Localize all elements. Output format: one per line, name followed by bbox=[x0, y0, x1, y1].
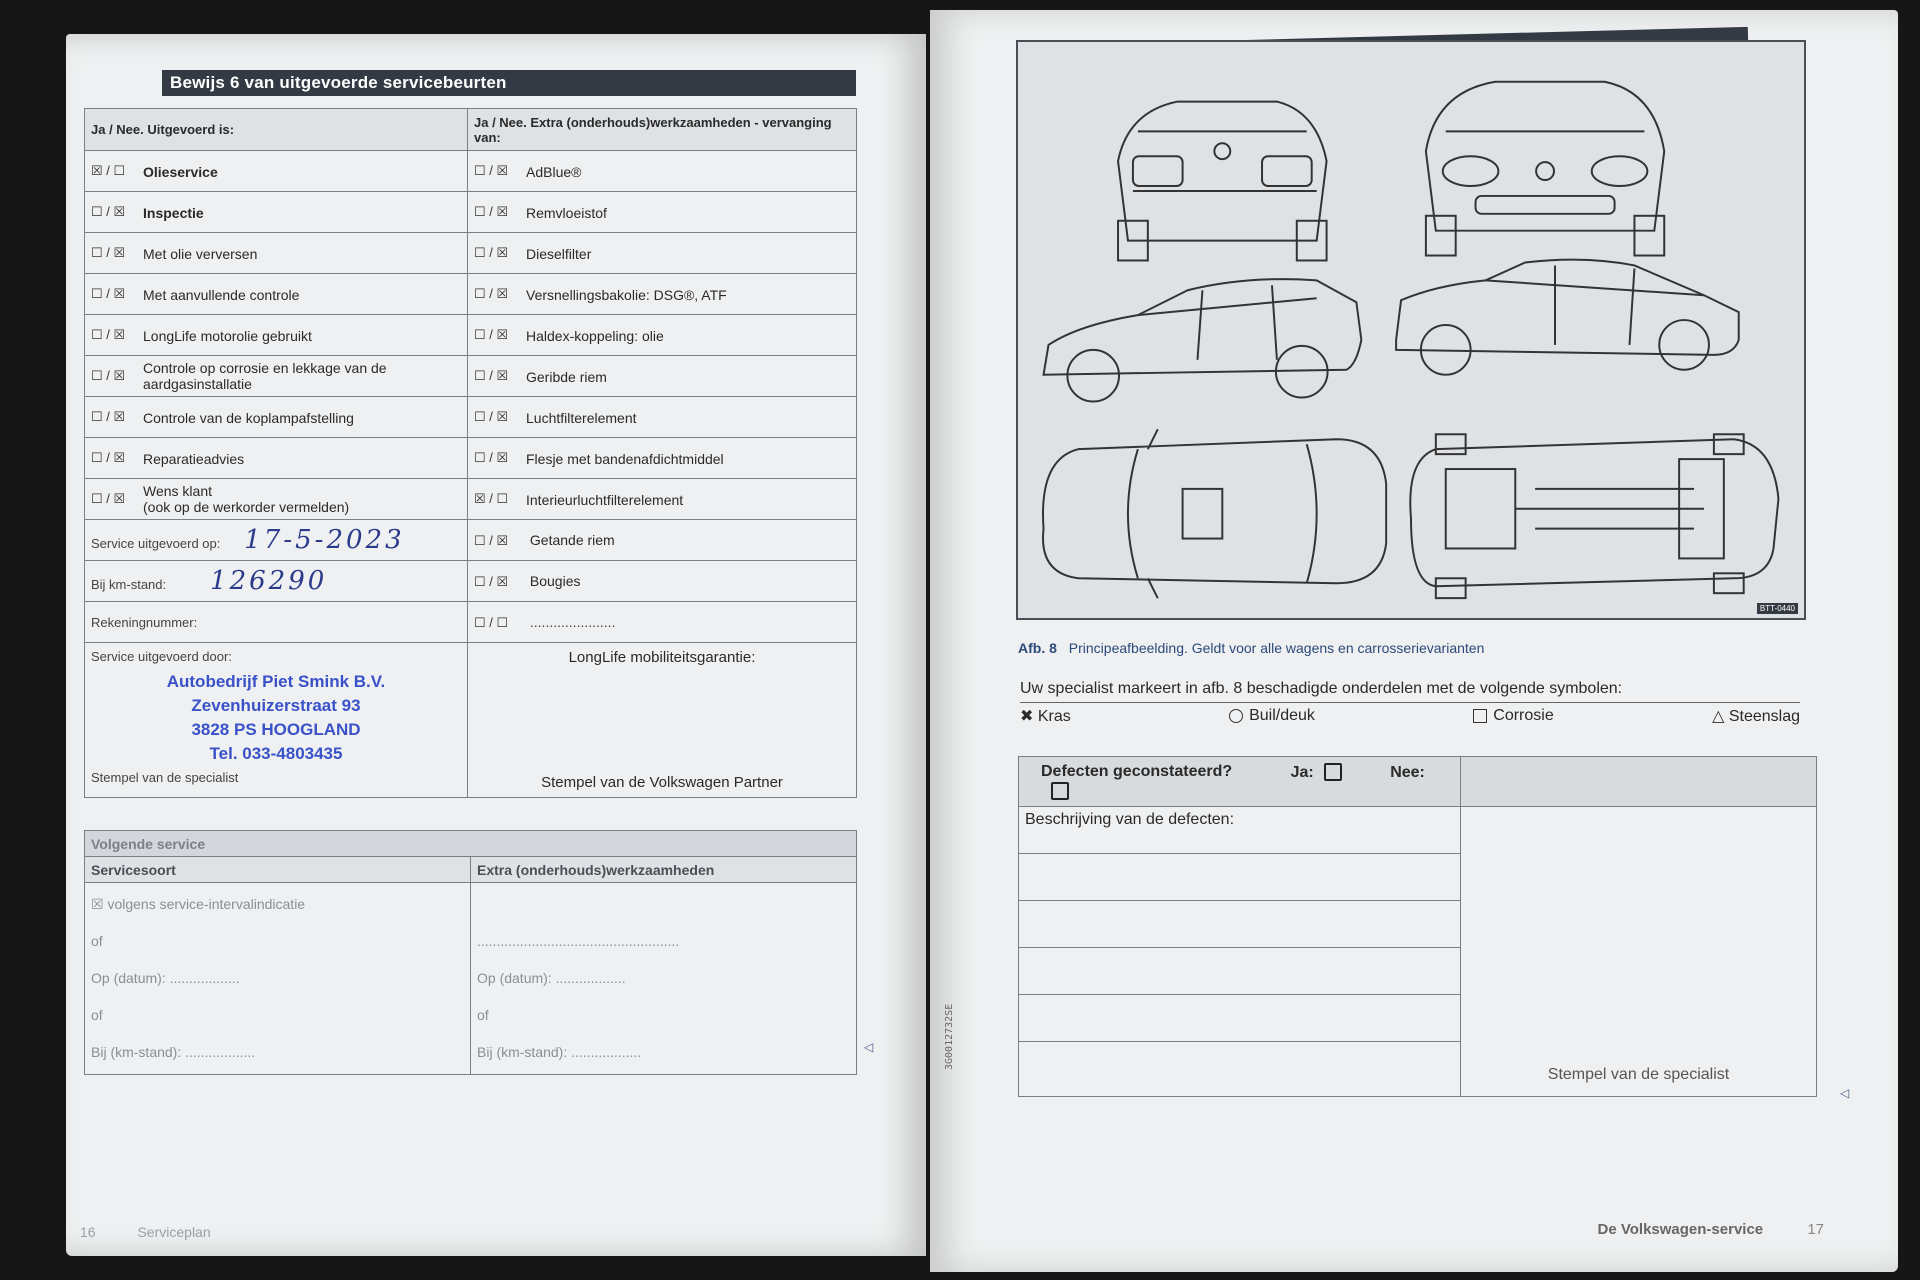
km-value: 126290 bbox=[210, 566, 328, 596]
item-label: Luchtfilterelement bbox=[526, 409, 637, 426]
item-label: Remvloeistof bbox=[526, 204, 607, 221]
yes-no-checkbox[interactable]: ☐ / ☒ bbox=[91, 367, 126, 383]
rekening-cell[interactable] bbox=[85, 602, 468, 643]
stamp-specialist-right: Stempel van de specialist bbox=[1547, 1066, 1730, 1083]
next-service-title: Volgende service bbox=[85, 831, 857, 857]
defects-label: Defecten geconstateerd? bbox=[1041, 763, 1233, 781]
symbol-buil bbox=[1229, 706, 1315, 726]
specialist-stamp-cell[interactable] bbox=[1461, 807, 1817, 1097]
yes-no-checkbox[interactable]: ☐ / ☒ bbox=[474, 204, 509, 220]
next-km-left[interactable]: Bij (km-stand): .................. bbox=[91, 1044, 256, 1060]
next-right-cell[interactable] bbox=[471, 883, 857, 1075]
mobility-cell bbox=[468, 643, 857, 798]
left-page-number: 16 bbox=[80, 1224, 96, 1240]
left-page-title: Bewijs 6 van uitgevoerde servicebeurten bbox=[162, 70, 856, 96]
description-line[interactable] bbox=[1019, 901, 1461, 948]
getande-riem-cell[interactable] bbox=[468, 520, 857, 561]
yes-no-checkbox[interactable]: ☐ / ☒ bbox=[474, 163, 509, 179]
next-extra-dots[interactable]: .................................................... bbox=[477, 933, 680, 949]
item-label: Wens klant (ook op de werkorder vermelden) bbox=[143, 483, 350, 515]
caption-label: Afb. 8 bbox=[1018, 640, 1057, 656]
service-row bbox=[85, 438, 857, 479]
of-label: of bbox=[91, 933, 103, 949]
done-by-cell bbox=[85, 643, 468, 798]
yes-no-checkbox[interactable]: ☐ / ☒ bbox=[474, 286, 509, 302]
item-label: Controle van de koplampafstelling bbox=[143, 409, 354, 426]
service-row bbox=[85, 192, 857, 233]
symbol-corrosie bbox=[1473, 706, 1553, 726]
ja-label: Ja: bbox=[1290, 763, 1314, 781]
yes-no-checkbox[interactable]: ☐ / ☒ bbox=[91, 409, 126, 425]
extra-item-cell[interactable] bbox=[468, 356, 857, 397]
nee-checkbox[interactable] bbox=[1051, 782, 1069, 800]
defects-header-spacer bbox=[1461, 757, 1817, 807]
rekening-label: Rekeningnummer: bbox=[91, 615, 198, 630]
rekening-dots: ...................... bbox=[529, 613, 616, 630]
vertical-code: 3G0012732SE bbox=[944, 1003, 955, 1070]
service-date-cell[interactable] bbox=[85, 520, 468, 561]
getande-label: Getande riem bbox=[529, 531, 615, 548]
defects-table bbox=[1018, 756, 1817, 1097]
dealer-stamp bbox=[91, 670, 461, 766]
continue-arrow-icon: ◁ bbox=[864, 1040, 874, 1054]
extra-item-cell[interactable] bbox=[468, 151, 857, 192]
performed-item-cell[interactable] bbox=[85, 151, 468, 192]
of-label: of bbox=[91, 1007, 103, 1023]
item-label: Versnellingsbakolie: DSG®, ATF bbox=[526, 286, 727, 303]
symbol-steenslag: △ Steenslag bbox=[1712, 708, 1800, 725]
rekening-extra-cell[interactable] bbox=[468, 602, 857, 643]
item-label: AdBlue® bbox=[526, 163, 582, 180]
service-row bbox=[85, 356, 857, 397]
description-line[interactable] bbox=[1019, 1042, 1461, 1097]
col-header-performed: Ja / Nee. Uitgevoerd is: bbox=[85, 109, 468, 151]
item-label: Controle op corrosie en lekkage van de aardgasinstallatie bbox=[143, 360, 387, 392]
extra-item-cell[interactable] bbox=[468, 233, 857, 274]
item-label: Met aanvullende controle bbox=[143, 286, 300, 303]
extra-item-cell[interactable] bbox=[468, 438, 857, 479]
car-rear-view bbox=[1118, 102, 1327, 261]
done-by-label: Service uitgevoerd door: bbox=[91, 649, 232, 664]
figure-code: BTT-0440 bbox=[1757, 603, 1798, 614]
yes-no-checkbox[interactable]: ☒ / ☐ bbox=[91, 163, 126, 179]
item-label: Geribde riem bbox=[526, 368, 607, 385]
yes-no-checkbox[interactable]: ☐ / ☒ bbox=[91, 490, 126, 506]
figure-caption bbox=[1018, 640, 1484, 656]
performed-item-cell[interactable] bbox=[85, 438, 468, 479]
col-header-extra: Ja / Nee. Extra (onderhouds)werkzaamheden - vervanging van: bbox=[468, 109, 857, 151]
stamp-line: Zevenhuizerstraat 93 bbox=[191, 696, 361, 715]
extra-item-cell[interactable] bbox=[468, 274, 857, 315]
car-views-illustration[interactable] bbox=[1018, 42, 1804, 618]
next-date-right[interactable]: Op (datum): .................. bbox=[477, 970, 626, 986]
bougies-mark[interactable]: ☐ / ☒ bbox=[474, 573, 509, 589]
symbol-instruction: Uw specialist markeert in afb. 8 beschadigde onderdelen met de volgende symbolen: bbox=[1020, 680, 1800, 703]
nee-label: Nee: bbox=[1390, 763, 1425, 781]
car-underbody-view bbox=[1410, 434, 1778, 598]
next-left-cell[interactable] bbox=[85, 883, 471, 1075]
ja-checkbox[interactable] bbox=[1324, 763, 1342, 781]
description-label: Beschrijving van de defecten: bbox=[1019, 807, 1461, 854]
car-side-view-right bbox=[1396, 260, 1739, 375]
stamp-vw-label: Stempel van de Volkswagen Partner bbox=[541, 774, 783, 791]
circle-icon bbox=[1229, 709, 1243, 723]
square-icon bbox=[1473, 709, 1487, 723]
interval-option[interactable]: ☒ volgens service-intervalindicatie bbox=[91, 896, 306, 912]
service-table bbox=[84, 108, 857, 798]
performed-item-cell[interactable] bbox=[85, 274, 468, 315]
extra-item-cell[interactable] bbox=[468, 192, 857, 233]
yes-no-checkbox[interactable]: ☐ / ☒ bbox=[474, 450, 509, 466]
service-row bbox=[85, 315, 857, 356]
item-label: Met olie verversen bbox=[143, 245, 258, 262]
defects-header bbox=[1019, 757, 1461, 807]
continue-arrow-icon: ◁ bbox=[1840, 1086, 1850, 1100]
next-km-right[interactable]: Bij (km-stand): .................. bbox=[477, 1044, 642, 1060]
description-line[interactable] bbox=[1019, 995, 1461, 1042]
service-row bbox=[85, 479, 857, 520]
extra-item-cell[interactable] bbox=[468, 479, 857, 520]
right-page-number: 17 bbox=[1807, 1221, 1824, 1238]
item-label: Haldex-koppeling: olie bbox=[526, 327, 664, 344]
symbol-legend bbox=[1020, 706, 1800, 726]
yes-no-checkbox[interactable]: ☐ / ☒ bbox=[91, 204, 126, 220]
item-label: Olieservice bbox=[143, 163, 218, 180]
stamp-line: Autobedrijf Piet Smink B.V. bbox=[166, 672, 386, 691]
mobility-label: LongLife mobiliteitsgarantie: bbox=[568, 649, 756, 666]
getande-mark[interactable]: ☐ / ☒ bbox=[474, 532, 509, 548]
yes-no-checkbox[interactable]: ☐ / ☒ bbox=[91, 450, 126, 466]
item-label: Reparatieadvies bbox=[143, 450, 245, 467]
rekening-mark[interactable]: ☐ / ☐ bbox=[474, 614, 509, 630]
service-row bbox=[85, 233, 857, 274]
extra-item-cell[interactable] bbox=[468, 397, 857, 438]
yes-no-checkbox[interactable]: ☐ / ☒ bbox=[474, 368, 509, 384]
caption-text: Principeafbeelding. Geldt voor alle wagens en carrosserievarianten bbox=[1068, 640, 1485, 656]
description-line[interactable] bbox=[1019, 854, 1461, 901]
item-label: LongLife motorolie gebruikt bbox=[143, 327, 312, 344]
stamp-line: 3828 PS HOOGLAND bbox=[191, 720, 361, 739]
bougies-label: Bougies bbox=[529, 572, 581, 589]
right-section-name: De Volkswagen-service bbox=[1597, 1221, 1764, 1238]
service-row bbox=[85, 151, 857, 192]
performed-item-cell[interactable] bbox=[85, 356, 468, 397]
yes-no-checkbox[interactable]: ☒ / ☐ bbox=[474, 491, 509, 507]
stamp-specialist-label: Stempel van de specialist bbox=[91, 770, 239, 785]
left-footer bbox=[80, 1224, 249, 1240]
extra-item-cell[interactable] bbox=[468, 315, 857, 356]
symbol-kras: ✖ Kras bbox=[1020, 708, 1071, 725]
performed-item-cell[interactable] bbox=[85, 192, 468, 233]
service-row bbox=[85, 274, 857, 315]
yes-no-checkbox[interactable]: ☐ / ☒ bbox=[474, 409, 509, 425]
car-top-view bbox=[1043, 429, 1386, 598]
service-date-value: 17-5-2023 bbox=[244, 525, 405, 555]
service-row bbox=[85, 397, 857, 438]
performed-item-cell[interactable] bbox=[85, 479, 468, 520]
item-label: Interieurluchtfilterelement bbox=[526, 491, 684, 508]
yes-no-checkbox[interactable]: ☐ / ☒ bbox=[91, 327, 126, 343]
car-front-view bbox=[1426, 82, 1664, 256]
yes-no-checkbox[interactable]: ☐ / ☒ bbox=[91, 286, 126, 302]
next-col-servicesoort: Servicesoort bbox=[85, 857, 471, 883]
next-date-left[interactable]: Op (datum): .................. bbox=[91, 970, 240, 986]
item-label: Flesje met bandenafdichtmiddel bbox=[526, 450, 724, 467]
left-section-name: Serviceplan bbox=[137, 1224, 211, 1240]
yes-no-checkbox[interactable]: ☐ / ☒ bbox=[474, 245, 509, 261]
performed-item-cell[interactable] bbox=[85, 233, 468, 274]
bougies-cell[interactable] bbox=[468, 561, 857, 602]
performed-item-cell[interactable] bbox=[85, 315, 468, 356]
symbol-buil-label: Buil/deuk bbox=[1249, 707, 1315, 724]
performed-item-cell[interactable] bbox=[85, 397, 468, 438]
km-label: Bij km-stand: bbox=[91, 577, 167, 592]
right-footer bbox=[1598, 1221, 1825, 1238]
km-cell[interactable] bbox=[85, 561, 468, 602]
yes-no-checkbox[interactable]: ☐ / ☒ bbox=[474, 327, 509, 343]
next-service-table bbox=[84, 830, 857, 1075]
of-label: of bbox=[477, 1007, 489, 1023]
item-label: Dieselfilter bbox=[526, 245, 592, 262]
symbol-corrosie-label: Corrosie bbox=[1493, 707, 1554, 724]
next-col-extra: Extra (onderhouds)werkzaamheden bbox=[471, 857, 857, 883]
car-side-view-left bbox=[1044, 279, 1362, 401]
description-line[interactable] bbox=[1019, 948, 1461, 995]
car-diagram[interactable] bbox=[1016, 40, 1806, 620]
service-date-label: Service uitgevoerd op: bbox=[91, 536, 221, 551]
item-label: Inspectie bbox=[143, 204, 204, 221]
stamp-line: Tel. 033-4803435 bbox=[209, 744, 343, 763]
yes-no-checkbox[interactable]: ☐ / ☒ bbox=[91, 245, 126, 261]
